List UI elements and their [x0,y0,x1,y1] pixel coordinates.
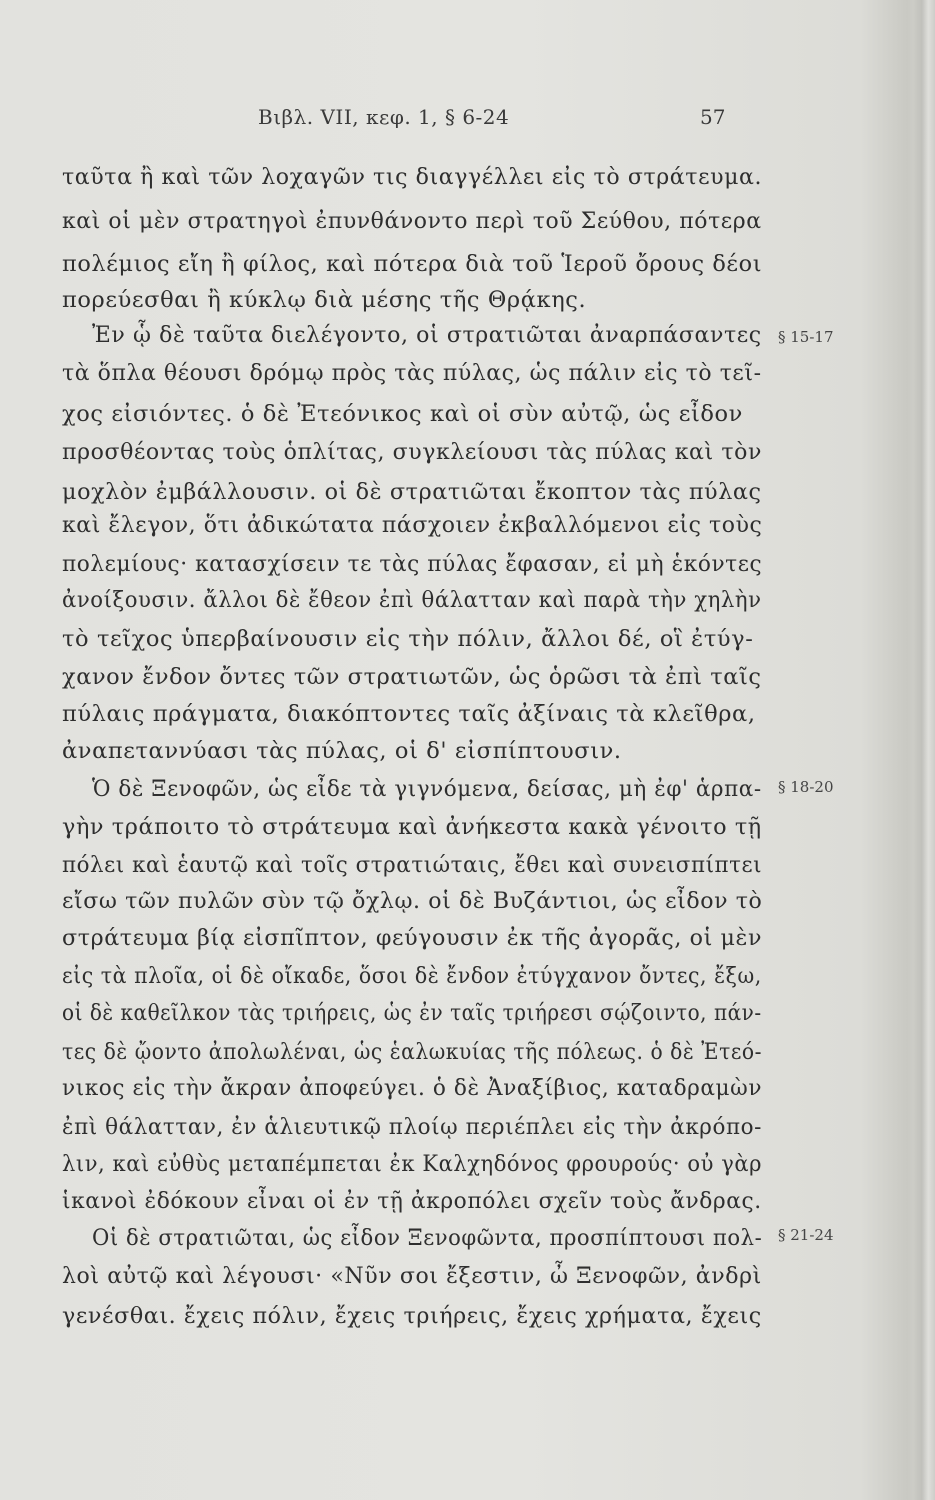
text-line: τὰ ὅπλα θέουσι δρόμῳ πρὸς τὰς πύλας, ὡς πάλιν εἰς τὸ τεῖ- [62,360,762,386]
text-line: τὸ τεῖχος ὑπερβαίνουσιν εἰς τὴν πόλιν, ἄλλοι δέ, οἳ ἐτύγ- [62,626,754,652]
text-line: λιν, καὶ εὐθὺς μεταπέμπεται ἐκ Καλχηδόνος φρουρούς· οὐ γὰρ [62,1151,763,1177]
text-line: πύλαις πράγματα, διακόπτοντες ταῖς ἀξίναις τὰ κλεῖθρα, [62,701,756,727]
text-line: πόλει καὶ ἑαυτῷ καὶ τοῖς στρατιώταις, ἔθει καὶ συνεισπίπτει [62,852,763,878]
text-line: Ὁ δὲ Ξενοφῶν, ὡς εἶδε τὰ γιγνόμενα, δείσας, μὴ ἐφ' ἁρπα- [92,776,762,802]
text-line: καὶ οἱ μὲν στρατηγοὶ ἐπυνθάνοντο περὶ τοῦ Σεύθου, πότερα [62,208,762,234]
text-line: Οἱ δὲ στρατιῶται, ὡς εἶδον Ξενοφῶντα, προσπίπτουσι πολ- [92,1225,763,1251]
margin-section-note: § 21-24 [778,1226,834,1244]
text-line: ἀνοίξουσιν. ἄλλοι δὲ ἔθεον ἐπὶ θάλατταν καὶ παρὰ τὴν χηλὴν [62,587,762,613]
margin-section-note: § 15-17 [778,328,834,346]
text-line: γὴν τράποιτο τὸ στράτευμα καὶ ἀνήκεστα κακὰ γένοιτο τῇ [62,814,762,840]
text-line: ἐπὶ θάλατταν, ἐν ἁλιευτικῷ πλοίῳ περιέπλει εἰς τὴν ἀκρόπο- [62,1114,762,1140]
text-line: γενέσθαι. ἔχεις πόλιν, ἔχεις τριήρεις, ἔχεις χρήματα, ἔχεις [62,1303,762,1329]
running-title: Βιβλ. VII, κεφ. 1, § 6-24 [258,105,510,129]
text-line: εἰς τὰ πλοῖα, οἱ δὲ οἴκαδε, ὅσοι δὲ ἔνδον ἐτύγχανον ὄντες, ἔξω, [62,963,762,989]
margin-section-note: § 18-20 [778,778,834,796]
text-line: πορεύεσθαι ἢ κύκλῳ διὰ μέσης τῆς Θρᾴκης. [62,287,587,313]
page-number: 57 [700,105,726,129]
text-line: χος εἰσιόντες. ὁ δὲ Ἐτεόνικος καὶ οἱ σὺν αὐτῷ, ὡς εἶδον [62,401,743,427]
text-line: Ἐν ᾧ δὲ ταῦτα διελέγοντο, οἱ στρατιῶται ἀναρπάσαντες [92,322,762,348]
text-line: προσθέοντας τοὺς ὁπλίτας, συγκλείουσι τὰς πύλας καὶ τὸν [62,439,762,465]
page-edge-shadow [913,0,935,1500]
text-line: εἴσω τῶν πυλῶν σὺν τῷ ὄχλῳ. οἱ δὲ Βυζάντιοι, ὡς εἶδον τὸ [62,888,763,914]
text-line: οἱ δὲ καθεῖλκον τὰς τριήρεις, ὡς ἐν ταῖς τριήρεσι σῴζοιντο, πάν- [62,1000,762,1026]
text-line: πολεμίους· κατασχίσειν τε τὰς πύλας ἔφασαν, εἰ μὴ ἑκόντες [62,551,763,577]
text-line: χανον ἔνδον ὄντες τῶν στρατιωτῶν, ὡς ὁρῶσι τὰ ἐπὶ ταῖς [62,664,762,690]
text-line: καὶ ἔλεγον, ὅτι ἀδικώτατα πάσχοιεν ἐκβαλλόμενοι εἰς τοὺς [62,512,763,538]
text-line: ταῦτα ἢ καὶ τῶν λοχαγῶν τις διαγγέλλει εἰς τὸ στράτευμα. [62,164,763,190]
text-line: πολέμιος εἴη ἢ φίλος, καὶ πότερα διὰ τοῦ Ἱεροῦ ὄρους δέοι [62,251,763,277]
text-line: ἀναπεταννύασι τὰς πύλας, οἱ δ' εἰσπίπτουσιν. [62,738,622,764]
text-line: νικος εἰς τὴν ἄκραν ἀποφεύγει. ὁ δὲ Ἀναξίβιος, καταδραμὼν [62,1075,763,1101]
text-line: στράτευμα βίᾳ εἰσπῖπτον, φεύγουσιν ἐκ τῆς ἀγορᾶς, οἱ μὲν [62,925,763,951]
text-line: μοχλὸν ἐμβάλλουσιν. οἱ δὲ στρατιῶται ἔκοπτον τὰς πύλας [62,479,762,505]
text-line: τες δὲ ᾤοντο ἀπολωλέναι, ὡς ἑαλωκυίας τῆς πόλεως. ὁ δὲ Ἐτεό- [62,1039,762,1065]
text-line: ἱκανοὶ ἐδόκουν εἶναι οἱ ἐν τῇ ἀκροπόλει σχεῖν τοὺς ἄνδρας. [62,1188,762,1214]
text-line: λοὶ αὐτῷ καὶ λέγουσι· «Νῦν σοι ἔξεστιν, ὦ Ξενοφῶν, ἀνδρὶ [62,1263,762,1289]
